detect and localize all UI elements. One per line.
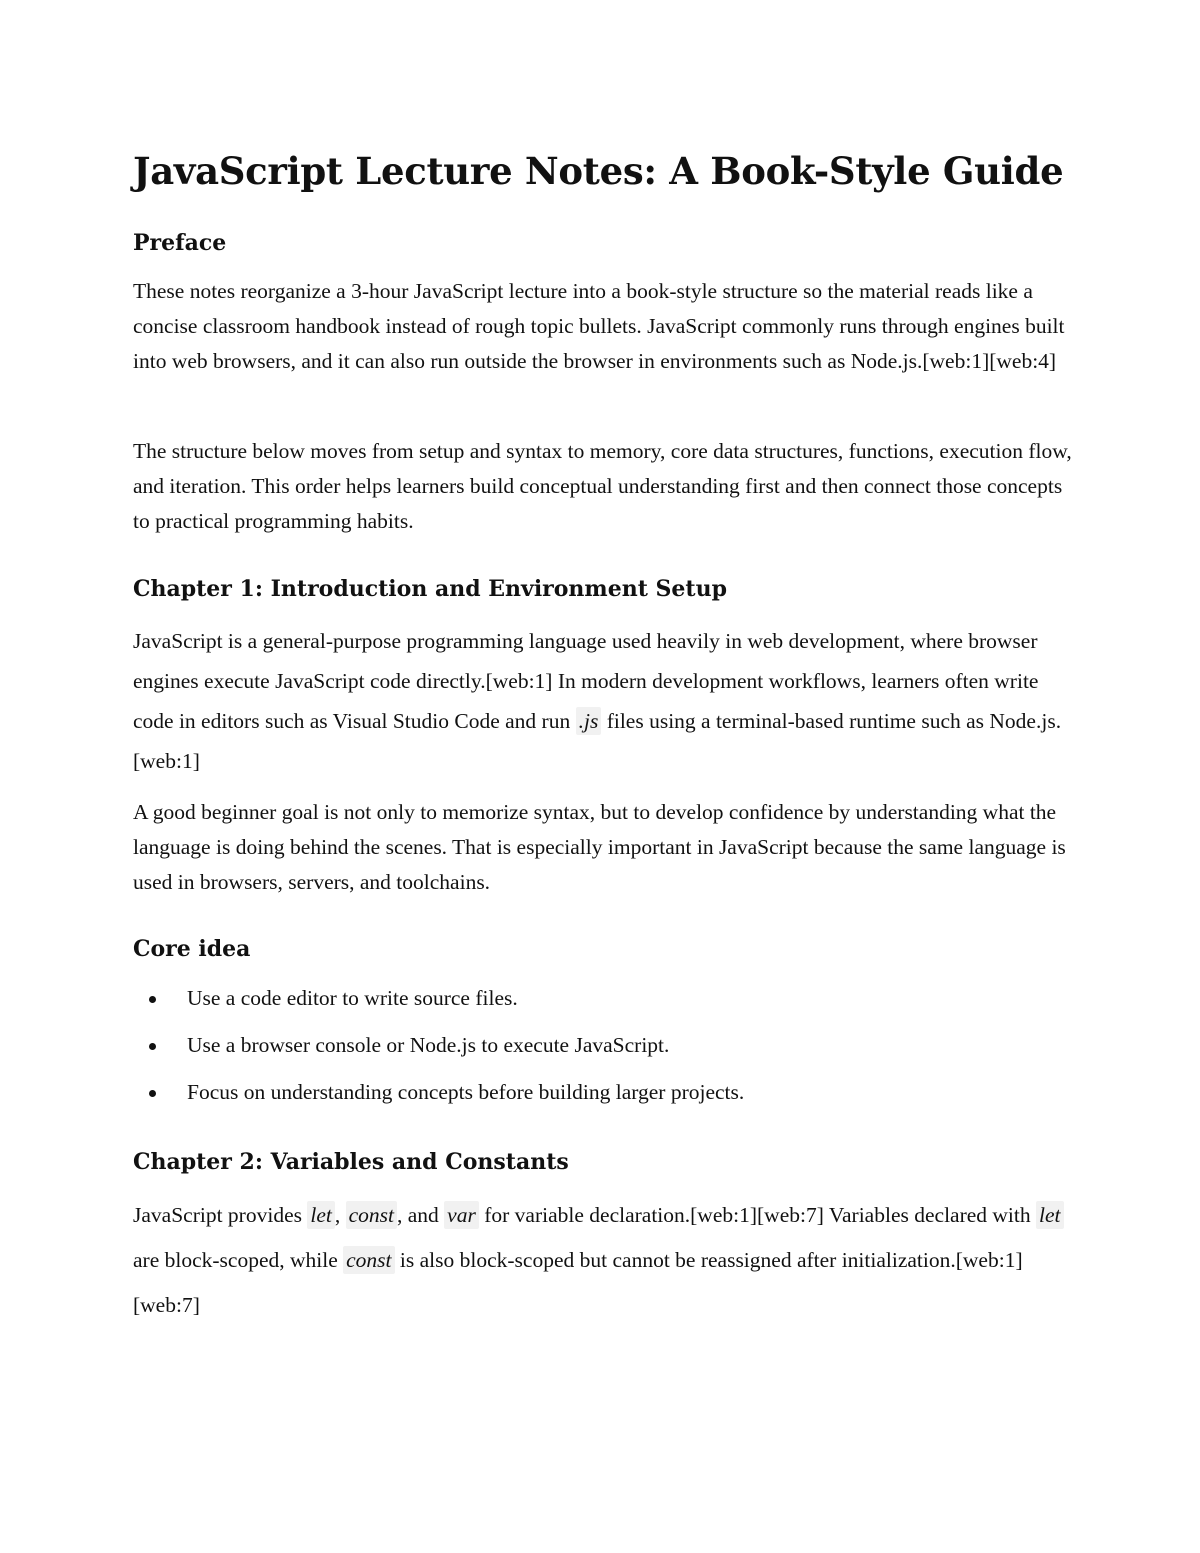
preface-paragraph-1: These notes reorganize a 3-hour JavaScript lecture into a book-style structure so the material reads like a concise classroom handbook instead of rough topic bullets. JavaScript commonly runs through engines built into web browsers, and it can also run outside the browser in environments such as Node.js.[web:1][web:4] — [133, 279, 1065, 373]
inline-code-let-2: let — [1036, 1201, 1064, 1229]
chapter-2-paragraph-1 — [133, 1193, 1073, 1328]
chapter-2-text-b: for variable declaration.[web:1][web:7] Variables declared with — [478, 1203, 1037, 1227]
document-title: JavaScript Lecture Notes: A Book-Style Guide — [133, 149, 1064, 193]
inline-code-var: var — [444, 1201, 479, 1229]
chapter-2-separator-2: , and — [397, 1203, 445, 1227]
list-item-text: Focus on understanding concepts before building larger projects. — [187, 1080, 745, 1104]
core-idea-list — [133, 981, 1073, 1122]
chapter-2-text-c: are block-scoped, while — [133, 1248, 344, 1272]
chapter-2-text-d: is also block-scoped but cannot be reassigned after initialization.[web:1][web:7] — [133, 1248, 1023, 1317]
chapter-1-paragraph-1 — [133, 621, 1073, 781]
chapter-2-separator-1: , — [334, 1203, 346, 1227]
inline-code-js: .js — [576, 707, 602, 735]
list-item — [133, 981, 1073, 1028]
list-item-text: Use a browser console or Node.js to execute JavaScript. — [187, 1033, 670, 1057]
bullet-icon — [149, 996, 156, 1003]
list-item-text: Use a code editor to write source files. — [187, 986, 518, 1010]
list-item — [133, 1028, 1073, 1075]
inline-code-const: const — [346, 1201, 397, 1229]
bullet-icon — [149, 1090, 156, 1097]
inline-code-const-2: const — [343, 1246, 394, 1274]
chapter-1-paragraph-1-text-a: JavaScript is a general-purpose programming language used heavily in web development, where browser engines execute JavaScript code directly.[web:1] In modern development workflows, learners often write code in editors such as Visual Studio Code and run — [133, 629, 1039, 733]
chapter-1-heading: Chapter 1: Introduction and Environment Setup — [133, 576, 727, 602]
chapter-1-paragraph-2: A good beginner goal is not only to memorize syntax, but to develop confidence by understanding what the language is doing behind the scenes. That is especially important in JavaScript because the same language is used in browsers, servers, and toolchains. — [133, 800, 1066, 894]
core-idea-heading: Core idea — [133, 936, 251, 962]
chapter-1-paragraph-1-text-b: files using a terminal-based runtime such as Node.js.[web:1] — [133, 709, 1062, 773]
inline-code-let: let — [307, 1201, 335, 1229]
bullet-icon — [149, 1043, 156, 1050]
preface-paragraph-2: The structure below moves from setup and syntax to memory, core data structures, functions, execution flow, and iteration. This order helps learners build conceptual understanding first and then connect those concepts to practical programming habits. — [133, 439, 1072, 533]
list-item — [133, 1075, 1073, 1122]
chapter-2-heading: Chapter 2: Variables and Constants — [133, 1149, 569, 1175]
preface-heading: Preface — [133, 230, 227, 256]
chapter-2-text-a: JavaScript provides — [133, 1203, 308, 1227]
